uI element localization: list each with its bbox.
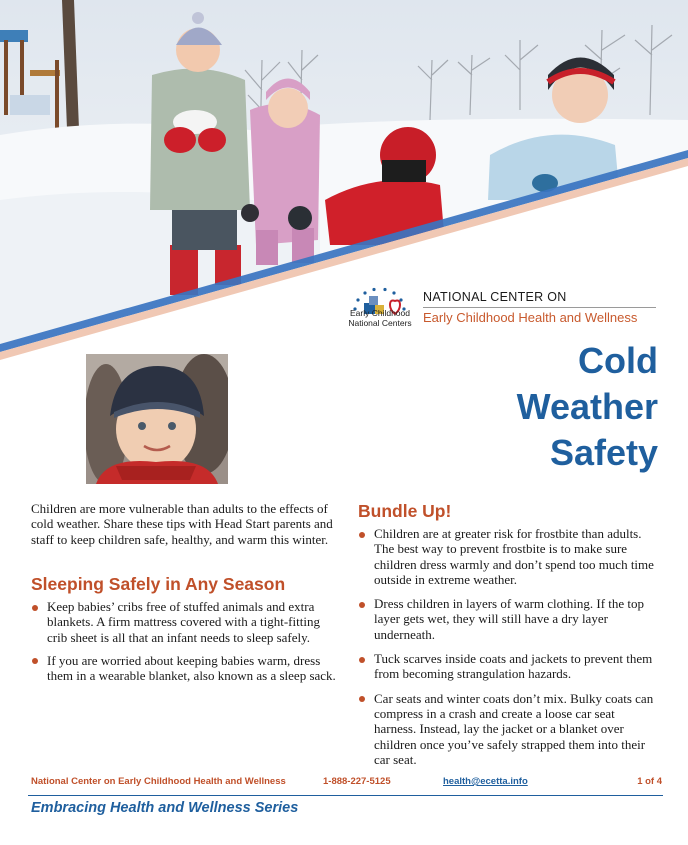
child-portrait-photo — [86, 354, 228, 484]
list-item: Tuck scarves inside coats and jackets to prevent them from becoming strangulation hazards. — [358, 651, 658, 682]
list-item: Dress children in layers of warm clothing. If the top layer gets wet, they will still have a dry layer underneath. — [358, 596, 658, 642]
logo-caption-line2: National Centers — [348, 317, 412, 328]
bundle-up-tips-list — [358, 526, 658, 776]
list-item: If you are worried about keeping babies warm, dress them in a wearable blanket, also known as a sleep sack. — [31, 653, 339, 684]
section-heading-bundle-up: Bundle Up! — [358, 501, 452, 521]
sleeping-tips-list — [31, 599, 339, 691]
title-line3: Safety — [549, 432, 658, 473]
footer-email-link[interactable]: health@ecetta.info — [443, 776, 528, 787]
list-item: Children are at greater risk for frostbite than adults. The best way to prevent frostbite is to make sure children dress warmly and don’t spend too much time outside in extreme weather. — [358, 526, 658, 587]
footer-org: National Center on Early Childhood Health and Wellness — [31, 776, 286, 787]
page-title — [517, 338, 658, 476]
logo-org-line2: Early Childhood Health and Wellness — [423, 310, 638, 325]
ncechw-logo — [345, 276, 665, 336]
footer-page-number: 1 of 4 — [637, 776, 662, 787]
title-line1: Cold — [578, 340, 658, 381]
intro-paragraph: Children are more vulnerable than adults to the effects of cold weather. Share these tips with Head Start parents and staff to keep children safe, healthy, and warm this winter. — [31, 501, 333, 547]
logo-caption-line1: Early Childhood — [349, 308, 410, 318]
list-item: Car seats and winter coats don’t mix. Bulky coats can compress in a crash and create a loose car seat harness. Instead, lay the jacket or a blanket over children once you’ve safely strapped them into their car seat. — [358, 691, 658, 767]
series-title: Embracing Health and Wellness Series — [31, 800, 299, 816]
title-line2: Weather — [516, 386, 658, 427]
section-heading-sleeping: Sleeping Safely in Any Season — [31, 574, 286, 594]
logo-org-line1: NATIONAL CENTER ON — [423, 290, 567, 304]
page-footer — [0, 776, 688, 794]
logo-divider — [423, 307, 656, 308]
list-item: Keep babies’ cribs free of stuffed animals and extra blankets. A firm mattress covered with a tight-fitting crib sheet is all that an infant needs to sleep safely. — [31, 599, 339, 645]
footer-phone: 1-888-227-5125 — [323, 776, 391, 787]
footer-divider — [28, 795, 663, 796]
logo-caption — [345, 309, 415, 328]
